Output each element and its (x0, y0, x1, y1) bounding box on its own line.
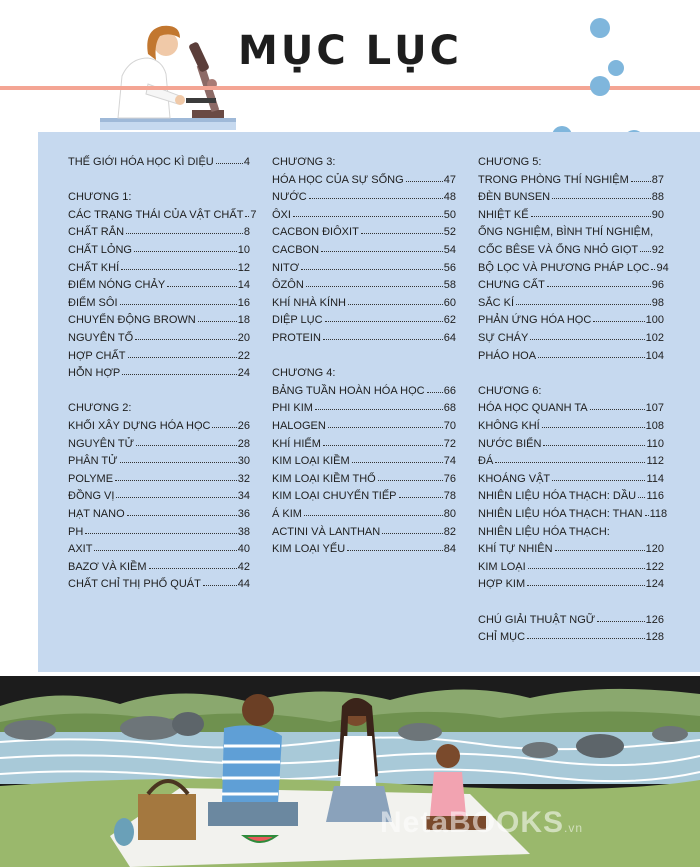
chapter-heading (478, 152, 664, 168)
toc-entry-title: KIM LOẠI KIỀM THỔ (272, 472, 376, 485)
leader-dots (116, 497, 236, 498)
toc-entry-title: NGUYÊN TỬ (68, 437, 135, 450)
toc-entry (68, 557, 250, 573)
toc-entry-page: 84 (443, 543, 456, 556)
toc-entry-title: ĐÈN BUNSEN (478, 191, 551, 204)
toc-entry-page: 14 (237, 279, 250, 292)
toc-entry (272, 240, 456, 256)
leader-dots (399, 497, 443, 498)
page-title: MỤC LỤC (238, 28, 462, 74)
toc-entry-title: NHIỆT KẾ (478, 208, 529, 221)
toc-entry-page: 94 (656, 261, 669, 274)
toc-entry-page: 82 (443, 525, 456, 538)
toc-entry-title: CHUYỂN ĐỘNG BROWN (68, 314, 196, 327)
leader-dots (321, 251, 443, 252)
toc-entry-page: 54 (443, 244, 456, 256)
chapter-heading (478, 381, 664, 397)
toc-entry-title: KIM LOẠI KIỀM (272, 455, 350, 468)
toc-entry-page: 47 (443, 173, 456, 186)
toc-entry (68, 293, 250, 309)
toc-entry (68, 486, 250, 502)
chapter-heading-label: CHƯƠNG 3: (272, 156, 336, 168)
leader-dots (427, 392, 443, 393)
toc-entry-page: 100 (645, 314, 664, 327)
toc-entry (68, 469, 250, 485)
leader-dots (126, 233, 243, 234)
leader-dots (328, 427, 443, 428)
toc-entry (478, 610, 664, 626)
toc-entry-title: SẮC KÍ (478, 296, 515, 309)
toc-entry (68, 240, 250, 256)
toc-entry-page: 40 (237, 543, 250, 556)
toc-entry (478, 398, 664, 414)
toc-entry (478, 451, 664, 467)
toc-entry-page: 34 (237, 490, 250, 503)
toc-entry-page: 12 (237, 261, 250, 274)
toc-entry-title: CHƯNG CẤT (478, 279, 545, 292)
toc-entry-page: 112 (646, 455, 664, 468)
toc-entry (68, 539, 250, 555)
toc-entry-title: BẢNG TUẦN HOÀN HÓA HỌC (272, 384, 425, 397)
toc-entry-title: PROTEIN (272, 332, 321, 344)
toc-entry (272, 222, 456, 238)
leader-dots (212, 427, 236, 428)
toc-entry (68, 416, 250, 432)
leader-dots (127, 515, 237, 516)
toc-entry-page: 42 (237, 560, 250, 573)
leader-dots (638, 497, 645, 498)
toc-entry (478, 557, 664, 573)
toc-entry-title: HỢP CHẤT (68, 349, 126, 362)
toc-entry-title: CACBON ĐIÔXIT (272, 226, 359, 239)
toc-entry (478, 504, 668, 520)
chapter-heading (68, 398, 250, 414)
toc-entry (478, 346, 664, 362)
toc-entry (478, 328, 664, 344)
toc-entry-title: KHỐI XÂY DỰNG HÓA HỌC (68, 420, 211, 432)
toc-entry (68, 522, 250, 538)
toc-entry (68, 275, 250, 291)
toc-entry (478, 539, 664, 555)
toc-entry-title: CHẤT CHỈ THỊ PHỔ QUÁT (68, 578, 201, 591)
toc-entry-page: 92 (651, 244, 664, 256)
leader-dots (309, 198, 443, 199)
leader-dots (128, 357, 237, 358)
leader-dots (495, 462, 645, 463)
toc-entry-title: NITƠ (272, 261, 300, 274)
toc-entry (68, 152, 250, 168)
picnic-scene-illustration (0, 676, 700, 867)
leader-dots (538, 357, 645, 358)
toc-entry (478, 222, 664, 238)
leader-dots (645, 515, 649, 516)
toc-entry-title: KHÍ NHÀ KÍNH (272, 296, 346, 309)
chapter-heading-label: CHƯƠNG 2: (68, 402, 132, 415)
leader-dots (122, 374, 237, 375)
toc-entry-title: HẠT NANO (68, 508, 125, 520)
toc-entry-page: 124 (645, 578, 664, 591)
leader-dots (121, 269, 237, 270)
toc-entry (272, 205, 456, 221)
toc-entry (478, 258, 669, 274)
toc-entry-page: 48 (443, 191, 456, 204)
leader-dots (631, 181, 651, 182)
toc-entry (272, 539, 456, 555)
leader-dots (120, 304, 237, 305)
toc-entry-page: 20 (237, 332, 250, 344)
toc-entry-title: NHIÊN LIỆU HÓA THẠCH: DẦU (478, 490, 637, 503)
leader-dots (167, 286, 237, 287)
toc-entry-page: 108 (645, 420, 664, 432)
toc-entry-title: NƯỚC (272, 191, 307, 204)
toc-entry-page: 52 (443, 226, 456, 239)
toc-entry-title: KHÍ TỰ NHIÊN (478, 543, 553, 556)
leader-dots (135, 339, 237, 340)
toc-entry-title: TRONG PHÒNG THÍ NGHIỆM (478, 173, 629, 186)
toc-entry-page: 88 (651, 191, 664, 204)
toc-entry-title: HỢP KIM (478, 578, 526, 591)
toc-entry (478, 293, 664, 309)
leader-dots (552, 480, 645, 481)
toc-entry-title: CHẤT KHÍ (68, 261, 120, 274)
leader-dots (547, 286, 651, 287)
toc-entry-title: HÓA HỌC CỦA SỰ SỐNG (272, 173, 404, 186)
toc-entry-title: CHẤT RẮN (68, 226, 125, 239)
toc-entry (68, 205, 257, 221)
toc-entry (68, 504, 250, 520)
toc-entry-page: 74 (443, 455, 456, 468)
toc-entry (478, 170, 664, 186)
toc-entry (272, 398, 456, 414)
toc-entry-page: 102 (645, 332, 664, 344)
toc-entry (272, 170, 456, 186)
toc-entry (68, 574, 250, 590)
toc-entry (478, 275, 664, 291)
toc-entry-page: 38 (237, 525, 250, 538)
leader-dots (245, 216, 249, 217)
toc-entry-page: 126 (645, 613, 664, 626)
toc-entry-page: 87 (651, 173, 664, 186)
toc-entry-page: 62 (443, 314, 456, 327)
toc-entry (478, 240, 664, 256)
toc-entry-page: 122 (645, 560, 664, 573)
toc-entry-title: NGUYÊN TỐ (68, 332, 134, 344)
leader-dots (352, 462, 443, 463)
toc-entry-title: PHÂN TỬ (68, 455, 118, 468)
leader-dots (198, 321, 237, 322)
toc-entry (478, 574, 664, 590)
toc-entry (272, 522, 456, 538)
toc-entry-title: ACTINI VÀ LANTHAN (272, 525, 381, 538)
toc-entry-page: 68 (443, 402, 456, 415)
toc-entry-page: 116 (646, 490, 664, 503)
watermark (380, 806, 583, 840)
chapter-heading-label: CHƯƠNG 1: (68, 191, 132, 204)
leader-dots (543, 445, 645, 446)
toc-entry (478, 187, 664, 203)
toc-entry-page: 114 (646, 472, 664, 485)
toc-entry-page: 96 (651, 279, 664, 292)
toc-entry-title: POLYME (68, 472, 114, 485)
toc-entry-page: 30 (237, 455, 250, 468)
toc-entry-title: ỐNG NGHIỆM, BÌNH THÍ NGHIỆM, (478, 226, 654, 239)
toc-entry-page: 118 (649, 508, 668, 520)
leader-dots (115, 480, 237, 481)
toc-entry-title: KHÔNG KHÍ (478, 420, 540, 432)
toc-entry-page: 60 (443, 296, 456, 309)
leader-dots (323, 445, 443, 446)
toc-entry-page: 98 (651, 296, 664, 309)
toc-entry-title: AXIT (68, 543, 93, 556)
toc-entry (68, 328, 250, 344)
leader-dots (597, 621, 644, 622)
toc-entry-title: ĐỒNG VỊ (68, 490, 115, 503)
leader-dots (293, 216, 443, 217)
toc-entry (68, 363, 250, 379)
toc-entry-page: 90 (651, 208, 664, 221)
toc-entry (272, 258, 456, 274)
toc-entry-page: 72 (443, 437, 456, 450)
toc-entry-title: KIM LOẠI (478, 560, 526, 573)
toc-entry-title: CACBON (272, 244, 320, 256)
leader-dots (301, 269, 443, 270)
leader-dots (323, 339, 443, 340)
chapter-heading-label: CHƯƠNG 6: (478, 384, 542, 397)
toc-entry-page: 4 (243, 156, 250, 168)
toc-entry-page: 16 (237, 296, 250, 309)
leader-dots (651, 269, 655, 270)
toc-entry-page: 44 (237, 578, 250, 591)
chapter-heading (272, 363, 456, 379)
toc-entry-title: NHIÊN LIỆU HÓA THẠCH: THAN (478, 508, 643, 520)
toc-entry (272, 293, 456, 309)
toc-entry-page: 120 (645, 543, 664, 556)
toc-entry (68, 451, 250, 467)
toc-entry-title: CHỈ MỤC (478, 631, 526, 644)
toc-entry-title: HỖN HỢP (68, 367, 121, 380)
toc-entry-page: 50 (443, 208, 456, 221)
leader-dots (325, 321, 443, 322)
toc-entry-title: DIỆP LỤC (272, 314, 323, 327)
leader-dots (640, 251, 651, 252)
toc-entry (68, 346, 250, 362)
toc-entry (478, 522, 664, 538)
chapter-heading-label: CHƯƠNG 4: (272, 367, 336, 380)
toc-entry-title: PH (68, 525, 84, 538)
toc-entry-title: CÁC TRẠNG THÁI CỦA VẬT CHẤT (68, 208, 244, 221)
toc-entry-page: 64 (443, 332, 456, 344)
toc-entry-page: 58 (443, 279, 456, 292)
toc-entry (272, 504, 456, 520)
toc-entry-title: NHIÊN LIỆU HÓA THẠCH: (478, 525, 610, 538)
leader-dots (347, 550, 443, 551)
leader-dots (528, 568, 645, 569)
toc-entry (478, 310, 664, 326)
toc-entry-title: KHOÁNG VẬT (478, 472, 551, 485)
toc-entry-page: 56 (443, 261, 456, 274)
toc-entry-title: CỐC BÊSE VÀ ỐNG NHỎ GIỌT (478, 244, 639, 256)
toc-entry (272, 434, 456, 450)
toc-entry (478, 486, 664, 502)
toc-entry-title: NƯỚC BIỂN (478, 437, 542, 450)
leader-dots (516, 304, 651, 305)
toc-entry-title: Á KIM (272, 508, 302, 520)
toc-entry (68, 222, 250, 238)
toc-entry (272, 187, 456, 203)
leader-dots (527, 638, 645, 639)
toc-entry-page: 128 (645, 631, 664, 644)
toc-entry (272, 451, 456, 467)
leader-dots (315, 409, 443, 410)
leader-dots (85, 533, 236, 534)
toc-entry (68, 434, 250, 450)
toc-entry-title: ĐIỂM SÔI (68, 296, 118, 309)
leader-dots (527, 585, 645, 586)
toc-entry-page: 24 (237, 367, 250, 380)
toc-entry-title: BỘ LỌC VÀ PHƯƠNG PHÁP LỌC (478, 261, 650, 274)
toc-entry-page: 28 (237, 437, 250, 450)
toc-entry-page: 76 (443, 472, 456, 485)
toc-entry-title: THẾ GIỚI HÓA HỌC KÌ DIỆU (68, 156, 214, 168)
leader-dots (348, 304, 443, 305)
toc-entry-page: 18 (237, 314, 250, 327)
leader-dots (590, 409, 645, 410)
leader-dots (552, 198, 651, 199)
leader-dots (304, 515, 443, 516)
toc-entry (478, 469, 664, 485)
toc-entry-title: ÔXI (272, 208, 291, 221)
toc-entry-page: 36 (237, 508, 250, 520)
leader-dots (378, 480, 443, 481)
toc-entry (272, 328, 456, 344)
leader-dots (531, 216, 651, 217)
toc-entry-page: 7 (250, 208, 257, 221)
toc-entry-page: 80 (443, 508, 456, 520)
leader-dots (406, 181, 443, 182)
toc-entry (272, 310, 456, 326)
watermark-brand: NetaBOOKS (380, 806, 565, 839)
toc-entry (68, 258, 250, 274)
toc-entry-title: BAZƠ VÀ KIỀM (68, 560, 147, 573)
toc-entry-page: 107 (645, 402, 664, 415)
leader-dots (136, 445, 237, 446)
toc-entry (478, 627, 664, 643)
toc-entry (68, 310, 250, 326)
leader-dots (542, 427, 645, 428)
toc-entry-title: HÓA HỌC QUANH TA (478, 402, 588, 415)
toc-entry-title: ĐIỂM NÓNG CHẢY (68, 279, 166, 292)
chapter-heading (68, 187, 250, 203)
toc-entry-page: 22 (237, 349, 250, 362)
leader-dots (203, 585, 237, 586)
toc-entry-title: ÔZÔN (272, 279, 304, 292)
toc-entry (272, 486, 456, 502)
leader-dots (382, 533, 443, 534)
watermark-suffix: .vn (564, 821, 584, 835)
leader-dots (593, 321, 644, 322)
toc-entry-page: 32 (237, 472, 250, 485)
toc-entry (272, 381, 456, 397)
toc-entry-title: ĐÁ (478, 455, 494, 468)
leader-dots (94, 550, 236, 551)
toc-entry-page: 104 (645, 349, 664, 362)
toc-entry-page: 8 (243, 226, 250, 239)
leader-dots (216, 163, 243, 164)
leader-dots (361, 233, 443, 234)
toc-entry-page: 78 (443, 490, 456, 503)
toc-entry (478, 205, 664, 221)
toc-entry-title: KIM LOẠI YẾU (272, 543, 346, 556)
toc-entry-page: 70 (443, 420, 456, 432)
toc-entry-title: KIM LOẠI CHUYỂN TIẾP (272, 490, 397, 503)
leader-dots (306, 286, 443, 287)
toc-entry-page: 26 (237, 420, 250, 432)
chapter-heading-label: CHƯƠNG 5: (478, 156, 542, 168)
toc-entry-title: PHẢN ỨNG HÓA HỌC (478, 314, 592, 327)
toc-entry-title: KHÍ HIẾM (272, 437, 321, 450)
toc-entry-title: CHÚ GIẢI THUẬT NGỮ (478, 613, 596, 626)
toc-entry (272, 416, 456, 432)
toc-entry (478, 416, 664, 432)
toc-entry-title: PHI KIM (272, 402, 313, 415)
toc-entry-title: SỰ CHÁY (478, 332, 529, 344)
toc-entry (272, 275, 456, 291)
leader-dots (555, 550, 645, 551)
toc-entry-page: 110 (646, 437, 664, 450)
toc-entry-page: 66 (443, 384, 456, 397)
toc-entry-title: CHẤT LỎNG (68, 244, 132, 256)
chapter-heading (272, 152, 456, 168)
toc-entry (272, 469, 456, 485)
toc-entry-page: 10 (237, 244, 250, 256)
toc-entry (478, 434, 664, 450)
leader-dots (149, 568, 237, 569)
leader-dots (120, 462, 237, 463)
toc-entry-title: PHÁO HOA (478, 349, 537, 362)
leader-dots (530, 339, 644, 340)
leader-dots (134, 251, 237, 252)
toc-entry-title: HALOGEN (272, 420, 326, 432)
